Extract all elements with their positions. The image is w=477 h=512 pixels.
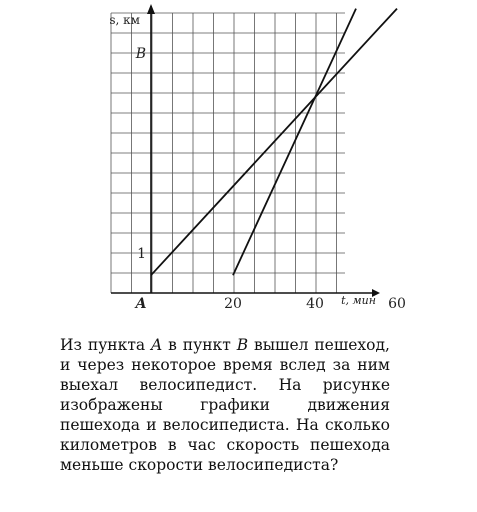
point-a-label: A (151, 336, 163, 354)
x-tick-label: 20 (224, 296, 242, 312)
x-tick-label: 60 (388, 296, 406, 312)
origin-label: A (135, 296, 147, 312)
chart-labels (109, 13, 408, 312)
y-tick-label: 1 (137, 246, 146, 262)
point-b-label: B (236, 336, 249, 354)
problem-text-part-1: Из пункта (60, 336, 152, 354)
problem-text (60, 335, 390, 475)
y-axis-arrow (147, 4, 155, 14)
chart-grid (111, 13, 345, 293)
problem-text-part-2: в пункт (162, 336, 237, 354)
series-line-1 (151, 9, 397, 276)
series-line-2 (233, 9, 356, 276)
y-tick-label: B (135, 46, 146, 62)
x-axis-label: t, мин (341, 294, 376, 307)
x-tick-label: 40 (306, 296, 324, 312)
chart-series (151, 9, 397, 276)
problem-text-part-3: вышел пешеход, и через некоторое время вслед за ним выехал велосипедист. На рисунке изображены графики движения пешехода и велосипедиста. На сколько километров в час скорость пешехода меньше скорости велосипедиста? (60, 336, 390, 474)
y-axis-label: s, км (109, 13, 140, 27)
